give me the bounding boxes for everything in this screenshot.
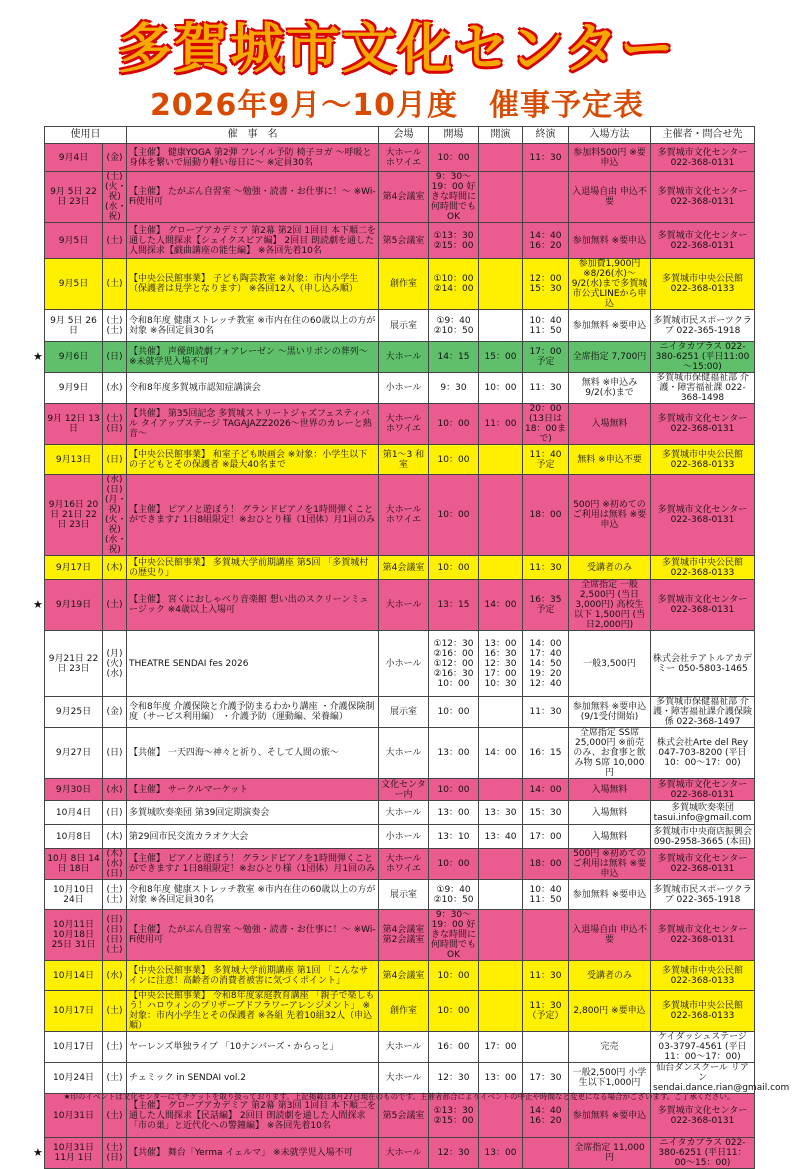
row-day-of-week: (日) — [103, 342, 127, 373]
row-event-name: 【共催】 一天四海～神々と祈り、そして人間の旅～ — [127, 728, 379, 779]
schedule-row — [45, 697, 755, 728]
row-admission: 参加無料 ※要申込 — [569, 310, 651, 342]
row-event-name: 【主催】 健康YOGA 第2弾 フレイル予防 椅子ヨガ ～呼吸と身体を繋いで屈動り軽い毎日に～ ※定員30名 — [127, 144, 379, 172]
row-contact: 多賀城吹奏楽団 tasui.info@gmail.com — [651, 801, 755, 825]
row-end-time: 16：15 — [523, 728, 569, 779]
row-contact: 株式会社テアトルアカデミー 050-5803-1465 — [651, 631, 755, 697]
row-date: 9月 12日 13日 — [45, 404, 103, 445]
schedule-row — [45, 631, 755, 697]
row-date: 9月27日 — [45, 728, 103, 779]
row-day-of-week: (水) (日) (月・祝) (火・祝) (水・祝) — [103, 475, 127, 556]
row-end-time: 15：30 — [523, 801, 569, 825]
row-start-time — [479, 259, 523, 310]
row-start-time: 13：40 — [479, 825, 523, 849]
row-end-time: 11：30 — [523, 373, 569, 404]
schedule-table — [44, 126, 790, 1169]
row-day-of-week: (木) — [103, 825, 127, 849]
row-contact: 多賀城市保健福祉部 介護・障害福祉課介護保険係 022-368-1497 — [651, 697, 755, 728]
row-day-of-week: (土) — [103, 1094, 127, 1138]
row-venue: 大ホール ホワイエ — [379, 404, 429, 445]
header-end: 終演 — [523, 127, 569, 144]
row-admission: 無料 ※申込み9/2(水)まで — [569, 373, 651, 404]
row-day-of-week: (水) — [103, 373, 127, 404]
row-date: 10月11日 10月18日 25日 31日 — [45, 910, 103, 961]
row-venue: 第4会議室 — [379, 961, 429, 991]
row-contact: 多賀城市文化センター 022-368-0131 — [651, 144, 755, 172]
row-venue: 展示室 — [379, 697, 429, 728]
header-admission: 入場方法 — [569, 127, 651, 144]
ticket-star-icon: ★ — [33, 1146, 43, 1159]
row-day-of-week: (日) — [103, 445, 127, 475]
schedule-table-container — [44, 126, 790, 1169]
header-open: 開場 — [429, 127, 479, 144]
row-admission: 参加無料 ※要申込 — [569, 223, 651, 259]
schedule-row — [45, 910, 755, 961]
row-start-time — [479, 144, 523, 172]
row-venue: 大ホール — [379, 1063, 429, 1094]
row-start-time — [479, 849, 523, 880]
row-day-of-week: (木) (水) (日) — [103, 849, 127, 880]
row-open-time: 10：00 — [429, 991, 479, 1032]
row-contact: 多賀城市文化センター 022-368-0131 — [651, 223, 755, 259]
row-end-time: 17：00 予定 — [523, 342, 569, 373]
row-admission: 入場無料 — [569, 779, 651, 801]
row-venue: 第4会議室 — [379, 172, 429, 223]
row-contact: 仙台ダンスクール リアン sendai.dance.rian@gmail.com — [651, 1063, 755, 1094]
row-date: 9月16日 20日 21日 22日 23日 — [45, 475, 103, 556]
row-date: 9月5日 — [45, 223, 103, 259]
row-date: 9月17日 — [45, 556, 103, 580]
row-end-time: 11：30 — [523, 556, 569, 580]
schedule-row — [45, 880, 755, 910]
row-start-time — [479, 475, 523, 556]
schedule-row — [45, 404, 755, 445]
row-contact: ニイタカプラス 022-380-6251 (平日11:00～15:00) — [651, 342, 755, 373]
schedule-row — [45, 1032, 755, 1063]
row-event-name: 【中央公民館事業】 令和8年度家庭教育講座 「親子で楽しもう！ハロウィンのプリザーブドフラワーアレンジメント」 ※対象：市内小学生とその保護者 ※各組 先着10組32人（申込順） — [127, 991, 379, 1032]
row-date: 9月13日 — [45, 445, 103, 475]
row-end-time — [523, 1138, 569, 1169]
row-open-time: 10：00 — [429, 779, 479, 801]
row-start-time: 17：00 — [479, 1032, 523, 1063]
schedule-row — [45, 779, 755, 801]
row-contact: 多賀城市民スポーツクラブ 022-365-1918 — [651, 880, 755, 910]
row-event-name: 【中央公民館事業】 多賀城大学前期講座 第1回 「こんなサインに注意！高齢者の消費者被害に気づくポイント」 — [127, 961, 379, 991]
row-date: 10月31日 11月 1日 — [45, 1138, 103, 1169]
row-start-time — [479, 880, 523, 910]
schedule-body — [45, 144, 790, 1169]
schedule-row — [45, 475, 755, 556]
schedule-row — [45, 342, 755, 373]
row-event-name: 【共催】 声優朗読劇フォアレーゼン ～黒いリボンの葬列～ ※未就学児入場不可 — [127, 342, 379, 373]
row-date: 9月 5日 22日 23日 — [45, 172, 103, 223]
row-admission: 完売 — [569, 1032, 651, 1063]
row-date: 9月21日 22日 23日 — [45, 631, 103, 697]
row-contact: 多賀城市中央公民館 022-368-0133 — [651, 556, 755, 580]
row-day-of-week: (土) — [103, 991, 127, 1032]
schedule-row — [45, 445, 755, 475]
row-day-of-week: (木) — [103, 556, 127, 580]
row-venue: 第4会議室 — [379, 556, 429, 580]
row-day-of-week: (日) — [103, 801, 127, 825]
row-admission: 参加料500円 ※要申込 — [569, 144, 651, 172]
row-start-time: 13：30 — [479, 801, 523, 825]
row-open-time: 9：30～19：00 好きな時間に何時間でもOK — [429, 172, 479, 223]
row-venue: 大ホール — [379, 728, 429, 779]
row-venue: 第5会議室 — [379, 223, 429, 259]
row-open-time: ①13：30 ②15：00 — [429, 1094, 479, 1138]
row-event-name: THEATRE SENDAI fes 2026 — [127, 631, 379, 697]
row-open-time: 13：00 — [429, 728, 479, 779]
row-contact: 多賀城市文化センター 022-368-0131 — [651, 172, 755, 223]
row-end-time: 17：00 — [523, 825, 569, 849]
row-open-time: 14：15 — [429, 342, 479, 373]
row-event-name: 【主催】 グローブアカデミア 第2幕 第2回 1回目 本下順二を通した人間探求【シェイクスピア編】 2回目 朗読劇を通した人間探求【戯曲講座の能生編】 ※各回先着10名 — [127, 223, 379, 259]
row-venue: 大ホール — [379, 1138, 429, 1169]
row-day-of-week: (土) — [103, 580, 127, 631]
row-day-of-week: (土) — [103, 223, 127, 259]
row-admission: 一般3,500円 — [569, 631, 651, 697]
row-date: 10月17日 — [45, 991, 103, 1032]
row-date: 10月31日 — [45, 1094, 103, 1138]
row-event-name: 【中央公民館事業】 多賀城大学前期講座 第5回 「多賀城村の歴史り」 — [127, 556, 379, 580]
row-contact: 多賀城市文化センター 022-368-0131 — [651, 475, 755, 556]
row-end-time: 11：30 （予定） — [523, 991, 569, 1032]
row-end-time: 14：00 — [523, 779, 569, 801]
schedule-row — [45, 144, 755, 172]
schedule-row — [45, 961, 755, 991]
row-venue: 大ホール ホワイエ — [379, 475, 429, 556]
row-event-name: 【主催】 たがぶん自習室 ～勉強・読書・お仕事に！～ ※Wi-Fi使用可 — [127, 172, 379, 223]
row-day-of-week: (土) (日) — [103, 1138, 127, 1169]
row-start-time — [479, 697, 523, 728]
row-date: 9月 5日 26日 — [45, 310, 103, 342]
ticket-star-icon: ★ — [33, 350, 43, 363]
row-contact: 株式会社Arte del Rey 047-703-8200 (平日10：00～17：00) — [651, 728, 755, 779]
ticket-star-icon: ★ — [33, 598, 43, 611]
row-contact: ケイダッシュステージ 03-3797-4561 (平日11：00～17：00) — [651, 1032, 755, 1063]
row-date: 10月24日 — [45, 1063, 103, 1094]
row-contact: 多賀城市文化センター 022-368-0131 — [651, 779, 755, 801]
row-admission: 参加費1,900円 ※8/26(水)～9/2(水)まで多賀城市公式LINEから申込 — [569, 259, 651, 310]
row-open-time: 10：00 — [429, 475, 479, 556]
row-open-time: ①9：40 ②10：50 — [429, 880, 479, 910]
header-contact: 主催者・問合せ先 — [651, 127, 755, 144]
row-contact: 多賀城市中央公民館 022-368-0133 — [651, 961, 755, 991]
row-start-time: 14：00 — [479, 728, 523, 779]
row-day-of-week: (土) (土) — [103, 310, 127, 342]
row-end-time: 14：00 17：40 14：50 19：20 12：40 — [523, 631, 569, 697]
row-start-time — [479, 556, 523, 580]
row-day-of-week: (土) (土) — [103, 880, 127, 910]
row-admission: 参加無料 ※要申込 — [569, 1094, 651, 1138]
page-subtitle: 2026年9月～10月度 催事予定表 — [149, 88, 645, 123]
schedule-row — [45, 259, 755, 310]
row-date: 9月19日 — [45, 580, 103, 631]
row-admission: 入場無料 — [569, 404, 651, 445]
row-venue: 小ホール — [379, 631, 429, 697]
row-event-name: 令和8年度多賀城市認知症講演会 — [127, 373, 379, 404]
row-admission: 全席指定 一般2,500円 (当日3,000円) 高校生以下 1,500円 (当日2,000円) — [569, 580, 651, 631]
row-contact: 多賀城市文化センター 022-368-0131 — [651, 910, 755, 961]
row-venue: 第4会議室 第2会議室 — [379, 910, 429, 961]
row-venue: 文化センター内 — [379, 779, 429, 801]
row-day-of-week: (水) — [103, 779, 127, 801]
row-end-time: 11：40 予定 — [523, 445, 569, 475]
row-end-time — [523, 172, 569, 223]
row-event-name: 第29回市民交流カラオケ大会 — [127, 825, 379, 849]
row-admission: 入場無料 — [569, 801, 651, 825]
row-contact: 多賀城市文化センター 022-368-0131 — [651, 1094, 755, 1138]
row-date: 9月30日 — [45, 779, 103, 801]
row-event-name: 【主催】 ピアノと遊ぼう！ グランドピアノを1時間弾くことができます♪ 1日8組限定！※おひとり様（1団体）月1回のみ — [127, 475, 379, 556]
row-venue: 展示室 — [379, 310, 429, 342]
row-open-time: 10：00 — [429, 556, 479, 580]
row-date: 10月4日 — [45, 801, 103, 825]
row-start-time — [479, 310, 523, 342]
row-contact: 多賀城市中央公民館 022-368-0133 — [651, 991, 755, 1032]
row-open-time: 10：00 — [429, 849, 479, 880]
row-admission: 参加無料 ※要申込 (9/1受付開始) — [569, 697, 651, 728]
row-start-time: 14：00 — [479, 580, 523, 631]
page-title: 多賀城市文化センター — [118, 17, 676, 80]
schedule-row — [45, 801, 755, 825]
row-end-time — [523, 910, 569, 961]
row-venue: 大ホール — [379, 580, 429, 631]
row-start-time: 15：00 — [479, 342, 523, 373]
row-day-of-week: (金) — [103, 144, 127, 172]
row-date: 10月10日 24日 — [45, 880, 103, 910]
row-contact: 多賀城市民スポーツクラブ 022-365-1918 — [651, 310, 755, 342]
row-end-time: 11：30 — [523, 144, 569, 172]
row-event-name: 令和8年度 健康ストレッチ教室 ※市内在住の60歳以上の方が対象 ※各回定員30名 — [127, 880, 379, 910]
row-start-time: 13：00 — [479, 1063, 523, 1094]
schedule-row — [45, 580, 755, 631]
row-contact: 多賀城市中央公民館 022-368-0133 — [651, 445, 755, 475]
row-event-name: 【中央公民館事業】 子ども陶芸教室 ※対象：市内小学生（保護者は見学となります） ※各回12人（申し込み順） — [127, 259, 379, 310]
row-event-name: 【主催】 宮くにおしゃべり音楽館 想い出のスクリーンミュージック ※4歳以上入場可 — [127, 580, 379, 631]
schedule-row — [45, 991, 755, 1032]
row-event-name: チェミック in SENDAI vol.2 — [127, 1063, 379, 1094]
row-admission: 一般2,500円 小学生以下1,000円 — [569, 1063, 651, 1094]
schedule-row — [45, 1138, 755, 1169]
schedule-row — [45, 310, 755, 342]
row-day-of-week: (日) (日) (日) (土) — [103, 910, 127, 961]
schedule-row — [45, 373, 755, 404]
row-venue: 小ホール — [379, 373, 429, 404]
row-start-time — [479, 961, 523, 991]
row-contact: 多賀城市保健福祉部 介護・障害福祉課 022-368-1498 — [651, 373, 755, 404]
row-event-name: 令和8年度 介護保険と介護予防まるわかり講座 ・介護保険制度（サービス利用編） ・介護予防（運動編、栄養編） — [127, 697, 379, 728]
row-event-name: ヤーレンズ単独ライブ 「10ナンバーズ・からっと」 — [127, 1032, 379, 1063]
row-venue: 第1～3 和室 — [379, 445, 429, 475]
row-admission: 500円 ※初めての ご利用は無料 ※要申込 — [569, 475, 651, 556]
row-venue: 創作室 — [379, 991, 429, 1032]
row-event-name: 【共催】 第35回記念 多賀城ストリートジャズフェスティバル タイアップステージ TAGAJAZZ2026～世界のカレーと熱音～ — [127, 404, 379, 445]
row-open-time: 16：00 — [429, 1032, 479, 1063]
row-admission: 全席指定 7,700円 — [569, 342, 651, 373]
row-open-time: 10：00 — [429, 961, 479, 991]
row-open-time: 12：30 — [429, 1138, 479, 1169]
row-start-time — [479, 445, 523, 475]
row-open-time: ①13：30 ②15：00 — [429, 223, 479, 259]
row-end-time: 10：40 11：50 — [523, 880, 569, 910]
row-end-time: 16：35 予定 — [523, 580, 569, 631]
row-day-of-week: (月) (火) (水) — [103, 631, 127, 697]
header-date: 使用日 — [45, 127, 127, 144]
row-contact: 多賀城市文化センター 022-368-0131 — [651, 404, 755, 445]
row-venue: 小ホール — [379, 825, 429, 849]
row-contact: 多賀城市中央公民館 022-368-0133 — [651, 259, 755, 310]
header-start: 開演 — [479, 127, 523, 144]
row-open-time: 9：30～19：00 好きな時間に何時間でもOK — [429, 910, 479, 961]
row-open-time: 10：00 — [429, 445, 479, 475]
row-venue: 大ホール ホワイエ — [379, 849, 429, 880]
row-admission: 全席指定 SS席 25,000円 ※前売のみ、お食事と飲み物 S席 10,000円 — [569, 728, 651, 779]
row-date: 10月8日 — [45, 825, 103, 849]
header-venue: 会場 — [379, 127, 429, 144]
row-day-of-week: (土) — [103, 259, 127, 310]
row-date: 9月9日 — [45, 373, 103, 404]
row-event-name: 【主催】 ピアノと遊ぼう！ グランドピアノを1時間弾くことができます♪ 1日8組限定！※おひとり様（1団体）月1回のみ — [127, 849, 379, 880]
row-start-time — [479, 991, 523, 1032]
row-end-time: 18：00 — [523, 849, 569, 880]
row-open-time: 13：00 — [429, 801, 479, 825]
row-end-time: 11：30 — [523, 697, 569, 728]
row-open-time: ①12：30 ②16：00 ①12：00 ②16：30 10：00 — [429, 631, 479, 697]
row-day-of-week: (土) — [103, 1032, 127, 1063]
row-start-time: 10：00 — [479, 373, 523, 404]
row-start-time — [479, 779, 523, 801]
row-venue: 展示室 — [379, 880, 429, 910]
row-venue: 第5会議室 — [379, 1094, 429, 1138]
row-day-of-week: (土) (日) — [103, 404, 127, 445]
row-open-time: 13：10 — [429, 825, 479, 849]
row-admission: 参加無料 ※要申込 — [569, 880, 651, 910]
schedule-row — [45, 223, 755, 259]
row-open-time: ①10：00 ②14：00 — [429, 259, 479, 310]
row-event-name: 【主催】 サークルマーケット — [127, 779, 379, 801]
header-event: 催 事 名 — [127, 127, 379, 144]
row-date: 9月6日 — [45, 342, 103, 373]
row-event-name: 令和8年度 健康ストレッチ教室 ※市内在住の60歳以上の方が対象 ※各回定員30名 — [127, 310, 379, 342]
schedule-row — [45, 172, 755, 223]
row-start-time: 13：00 — [479, 1138, 523, 1169]
row-end-time — [523, 1032, 569, 1063]
row-open-time: 10：00 — [429, 144, 479, 172]
row-open-time: 9：30 — [429, 373, 479, 404]
row-contact: 多賀城市中央商店振興会 090-2958-3665 (本田) — [651, 825, 755, 849]
row-date: 10月17日 — [45, 1032, 103, 1063]
row-venue: 大ホール ホワイエ — [379, 144, 429, 172]
row-admission: 入場無料 — [569, 825, 651, 849]
row-end-time: 18：00 — [523, 475, 569, 556]
row-admission: 500円 ※初めての ご利用は無料 ※要申込 — [569, 849, 651, 880]
row-end-time: 20：00 (13日は 18：00まで) — [523, 404, 569, 445]
row-venue: 大ホール — [379, 342, 429, 373]
row-end-time: 17：30 — [523, 1063, 569, 1094]
row-admission: 受講者のみ — [569, 961, 651, 991]
row-date: 9月4日 — [45, 144, 103, 172]
footer-note: ★印のイベントは文化センターにてチケットを取り扱っております。上記掲載は8月27日現在のものです。主催者都合によりイベントの中止や時間など変更になる場合がございます。ご了承ください。 — [63, 1092, 735, 1101]
row-end-time: 14：40 16：20 — [523, 223, 569, 259]
schedule-row — [45, 556, 755, 580]
row-day-of-week: (土) (火・祝) (水・祝) — [103, 172, 127, 223]
row-open-time: ①9：40 ②10：50 — [429, 310, 479, 342]
row-end-time: 14：40 16：20 — [523, 1094, 569, 1138]
row-admission: 無料 ※申込不要 — [569, 445, 651, 475]
row-event-name: 【中央公民館事業】 和室子ども映画会 ※対象：小学生以下の子どもとその保護者 ※最大40名まで — [127, 445, 379, 475]
schedule-row — [45, 728, 755, 779]
row-event-name: 【主催】 たがぶん自習室 ～勉強・読書・お仕事に！～ ※Wi-Fi使用可 — [127, 910, 379, 961]
schedule-row — [45, 849, 755, 880]
schedule-row — [45, 825, 755, 849]
row-end-time: 11：30 — [523, 961, 569, 991]
row-start-time — [479, 910, 523, 961]
row-open-time: 13：15 — [429, 580, 479, 631]
row-contact: ニイタカプラス 022-380-6251 (平日11：00～15：00) — [651, 1138, 755, 1169]
row-day-of-week: (土) — [103, 1063, 127, 1094]
schedule-row — [45, 1063, 755, 1094]
row-start-time: 11：00 — [479, 404, 523, 445]
row-contact: 多賀城市文化センター 022-368-0131 — [651, 580, 755, 631]
row-contact: 多賀城市文化センター 022-368-0131 — [651, 849, 755, 880]
row-day-of-week: (水) — [103, 961, 127, 991]
row-event-name: 【主催】 グローブアカデミア 第2幕 第3回 1回目 本下順二を通した人間探求【民話編】 2回目 朗読劇を通した人間探求 「市の巣」と近代化への警鐘編】 ※各回先着10名 — [127, 1094, 379, 1138]
row-venue: 創作室 — [379, 259, 429, 310]
row-day-of-week: (金) — [103, 697, 127, 728]
row-open-time: 12：30 — [429, 1063, 479, 1094]
row-start-time: 13：00 16：30 12：30 17：00 10：30 — [479, 631, 523, 697]
row-venue: 大ホール — [379, 1032, 429, 1063]
row-start-time — [479, 172, 523, 223]
row-end-time: 10：40 11：50 — [523, 310, 569, 342]
row-admission: 受講者のみ — [569, 556, 651, 580]
row-open-time: 10：00 — [429, 404, 479, 445]
row-open-time: 10：00 — [429, 697, 479, 728]
row-admission: 入退場自由 申込不要 — [569, 172, 651, 223]
row-start-time — [479, 223, 523, 259]
row-admission: 入退場自由 申込不要 — [569, 910, 651, 961]
row-event-name: 多賀城吹奏楽団 第39回定期演奏会 — [127, 801, 379, 825]
row-date: 9月25日 — [45, 697, 103, 728]
row-day-of-week: (日) — [103, 728, 127, 779]
row-admission: 全席指定 11,000円 — [569, 1138, 651, 1169]
row-date: 10月 8日 14日 18日 — [45, 849, 103, 880]
row-date: 9月5日 — [45, 259, 103, 310]
row-venue: 大ホール — [379, 801, 429, 825]
row-end-time: 12：00 15：30 — [523, 259, 569, 310]
row-event-name: 【共催】 舞台「Yerma イェルマ」 ※未就学児入場不可 — [127, 1138, 379, 1169]
row-admission: 2,800円 ※要申込 — [569, 991, 651, 1032]
row-date: 10月14日 — [45, 961, 103, 991]
